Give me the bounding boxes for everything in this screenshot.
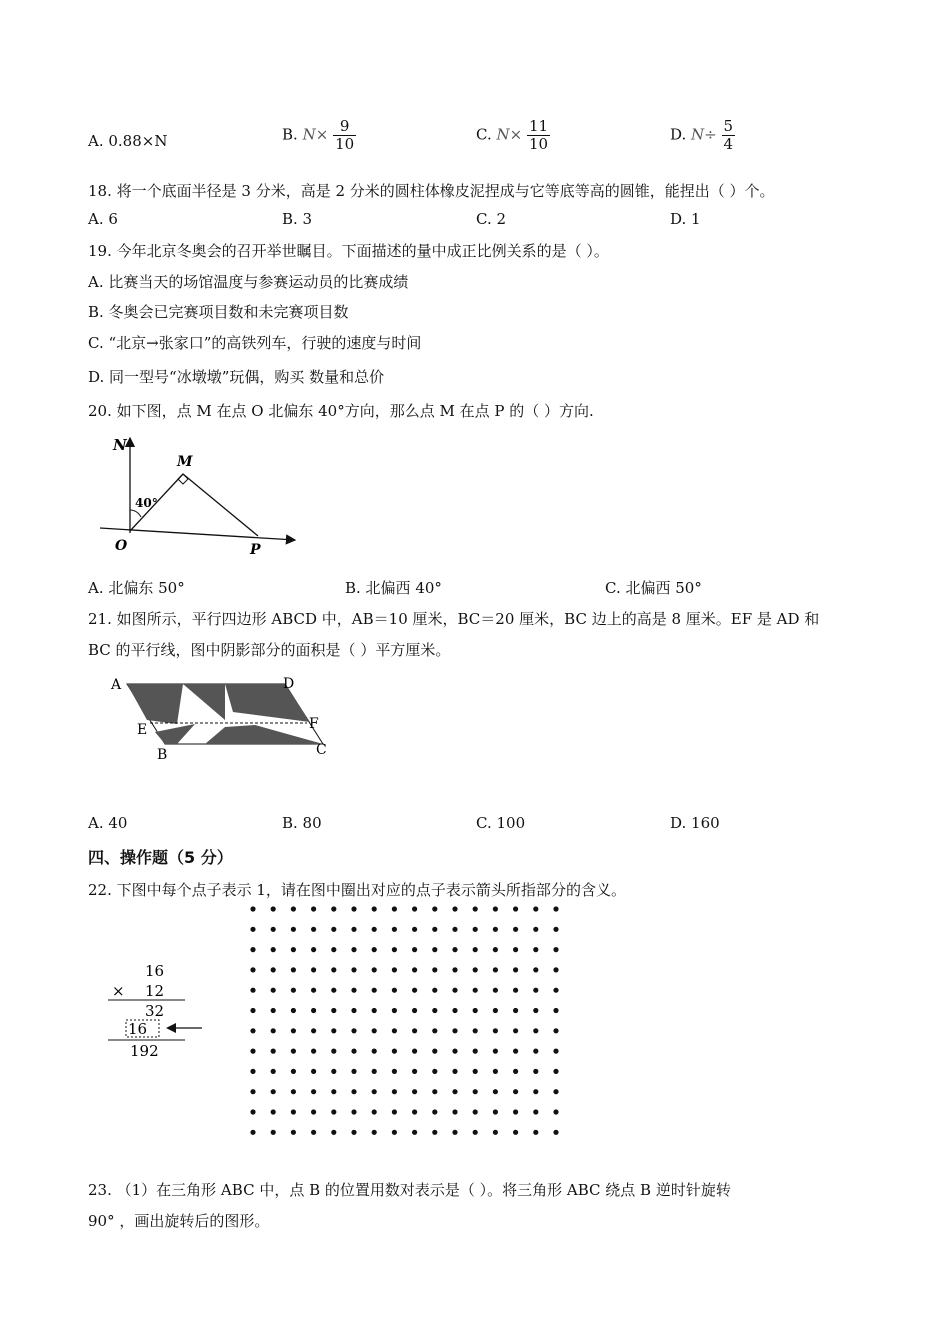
grid-dot[interactable] [250, 1089, 255, 1094]
grid-dot[interactable] [331, 1130, 336, 1135]
q17-option-d [670, 118, 735, 153]
grid-dot[interactable] [412, 1028, 417, 1033]
grid-dot[interactable] [351, 988, 356, 993]
grid-dot[interactable] [493, 967, 498, 972]
grid-dot[interactable] [533, 967, 538, 972]
grid-dot[interactable] [392, 927, 397, 932]
grid-dot[interactable] [291, 906, 296, 911]
grid-dot[interactable] [291, 1069, 296, 1074]
grid-dot[interactable] [432, 1130, 437, 1135]
grid-dot[interactable] [331, 967, 336, 972]
grid-dot[interactable] [432, 1049, 437, 1054]
grid-dot[interactable] [493, 1109, 498, 1114]
q17-option-b-label: B. [282, 125, 298, 144]
grid-dot[interactable] [291, 988, 296, 993]
grid-dot[interactable] [372, 927, 377, 932]
grid-dot[interactable] [250, 906, 255, 911]
grid-dot[interactable] [493, 927, 498, 932]
grid-dot[interactable] [311, 1109, 316, 1114]
grid-dot[interactable] [351, 1109, 356, 1114]
grid-dot[interactable] [452, 1089, 457, 1094]
grid-dot[interactable] [553, 927, 558, 932]
grid-dot[interactable] [553, 947, 558, 952]
q18-option-c: C. 2 [476, 210, 507, 228]
grid-dot[interactable] [473, 947, 478, 952]
grid-dot[interactable] [473, 927, 478, 932]
grid-dot[interactable] [412, 1130, 417, 1135]
grid-dot[interactable] [412, 988, 417, 993]
q22-dot-grid [243, 900, 568, 1145]
grid-dot[interactable] [351, 1028, 356, 1033]
grid-dot[interactable] [432, 947, 437, 952]
q23-question-line2: 90° ，画出旋转后的图形。 [88, 1212, 270, 1230]
label-n: N [113, 436, 127, 454]
q20-direction-diagram [95, 430, 310, 560]
grid-dot[interactable] [432, 1008, 437, 1013]
grid-dot[interactable] [250, 967, 255, 972]
grid-dot[interactable] [432, 1089, 437, 1094]
grid-dot[interactable] [331, 1069, 336, 1074]
grid-dot[interactable] [372, 1008, 377, 1013]
q17-b-denominator: 10 [335, 135, 355, 153]
grid-dot[interactable] [331, 906, 336, 911]
grid-dot[interactable] [432, 967, 437, 972]
grid-dot[interactable] [553, 1069, 558, 1074]
q21-question-line1: 21. 如图所示，平行四边形 ABCD 中，AB＝10 厘米，BC＝20 厘米，BC 边上的高是 8 厘米。EF 是 AD 和 [88, 610, 820, 628]
q21-option-d: D. 160 [670, 814, 720, 832]
grid-dot[interactable] [311, 1089, 316, 1094]
grid-dot[interactable] [513, 1028, 518, 1033]
grid-dot[interactable] [493, 906, 498, 911]
q17-option-b-op: × [315, 125, 329, 144]
grid-dot[interactable] [493, 1049, 498, 1054]
grid-dot[interactable] [553, 1049, 558, 1054]
grid-dot[interactable] [432, 988, 437, 993]
grid-dot[interactable] [493, 1069, 498, 1074]
grid-dot[interactable] [271, 1069, 276, 1074]
grid-dot[interactable] [311, 1049, 316, 1054]
grid-dot[interactable] [351, 1069, 356, 1074]
right-angle-mark [178, 474, 188, 484]
grid-dot[interactable] [271, 1109, 276, 1114]
grid-dot[interactable] [412, 1008, 417, 1013]
grid-dot[interactable] [452, 988, 457, 993]
grid-dot[interactable] [452, 947, 457, 952]
grid-dot[interactable] [392, 947, 397, 952]
grid-dot[interactable] [513, 947, 518, 952]
grid-dot[interactable] [392, 1130, 397, 1135]
label-b: B [157, 747, 168, 763]
grid-dot[interactable] [250, 1049, 255, 1054]
grid-dot[interactable] [271, 1130, 276, 1135]
q17-d-numerator: 5 [723, 117, 734, 135]
grid-dot[interactable] [331, 1028, 336, 1033]
q21-option-b: B. 80 [282, 814, 322, 832]
label-a: A [111, 677, 122, 693]
grid-dot[interactable] [533, 906, 538, 911]
grid-dot[interactable] [452, 1028, 457, 1033]
grid-dot[interactable] [553, 988, 558, 993]
grid-dot[interactable] [271, 967, 276, 972]
label-angle: 40° [135, 496, 158, 510]
grid-dot[interactable] [351, 1089, 356, 1094]
grid-dot[interactable] [392, 906, 397, 911]
grid-dot[interactable] [311, 927, 316, 932]
grid-dot[interactable] [513, 906, 518, 911]
grid-dot[interactable] [351, 1049, 356, 1054]
q17-option-d-op: ÷ [704, 125, 717, 144]
grid-dot[interactable] [473, 906, 478, 911]
grid-dot[interactable] [250, 988, 255, 993]
q17-option-b [282, 118, 356, 153]
q17-c-numerator: 11 [528, 117, 549, 135]
grid-dot[interactable] [351, 1130, 356, 1135]
q17-option-a: A. 0.88×N [88, 132, 168, 150]
grid-dot[interactable] [553, 1089, 558, 1094]
grid-dot[interactable] [432, 1028, 437, 1033]
q20-question: 20. 如下图，点 M 在点 O 北偏东 40°方向，那么点 M 在点 P 的（ ）方向. [88, 402, 594, 420]
q21-option-a: A. 40 [88, 814, 128, 832]
q19-option-c: C. “北京→张家口”的高铁列车，行驶的速度与时间 [88, 334, 422, 352]
label-c: C [316, 742, 327, 758]
q19-option-b: B. 冬奥会已完赛项目数和未完赛项目数 [88, 303, 349, 321]
grid-dot[interactable] [291, 1130, 296, 1135]
grid-dot[interactable] [351, 906, 356, 911]
grid-dot[interactable] [311, 1130, 316, 1135]
grid-dot[interactable] [533, 1069, 538, 1074]
grid-dot[interactable] [372, 1028, 377, 1033]
grid-dot[interactable] [271, 1028, 276, 1033]
grid-dot[interactable] [250, 1069, 255, 1074]
grid-dot[interactable] [291, 1109, 296, 1114]
grid-dot[interactable] [412, 1109, 417, 1114]
q17-d-denominator: 4 [723, 135, 734, 153]
grid-dot[interactable] [392, 1049, 397, 1054]
grid-dot[interactable] [311, 947, 316, 952]
final-product: 192 [130, 1042, 159, 1060]
grid-dot[interactable] [553, 906, 558, 911]
grid-dot[interactable] [452, 1069, 457, 1074]
grid-dot[interactable] [533, 988, 538, 993]
grid-dot[interactable] [271, 947, 276, 952]
grid-dot[interactable] [351, 967, 356, 972]
grid-dot[interactable] [533, 947, 538, 952]
q19-question: 19. 今年北京冬奥会的召开举世瞩目。下面描述的量中成正比例关系的是（ ）。 [88, 242, 609, 260]
q18-question: 18. 将一个底面半径是 3 分米，高是 2 分米的圆柱体橡皮泥捏成与它等底等高的圆锥，能捏出（ ）个。 [88, 182, 775, 200]
shaded-region-1 [127, 684, 183, 724]
q17-option-c [476, 118, 550, 153]
grid-dot[interactable] [412, 947, 417, 952]
angle-arc [130, 510, 141, 517]
grid-dot[interactable] [250, 1008, 255, 1013]
grid-dot[interactable] [250, 947, 255, 952]
grid-dot[interactable] [291, 927, 296, 932]
grid-dot[interactable] [493, 947, 498, 952]
grid-dot[interactable] [452, 927, 457, 932]
grid-dot[interactable] [372, 1049, 377, 1054]
grid-dot[interactable] [452, 1109, 457, 1114]
grid-dot[interactable] [412, 927, 417, 932]
grid-dot[interactable] [392, 1008, 397, 1013]
grid-dot[interactable] [331, 1049, 336, 1054]
grid-dot[interactable] [311, 1028, 316, 1033]
q20-option-a: A. 北偏东 50° [88, 579, 185, 597]
q17-option-b-fraction [333, 118, 356, 153]
grid-dot[interactable] [271, 927, 276, 932]
grid-dot[interactable] [372, 906, 377, 911]
q17-b-numerator: 9 [339, 117, 350, 135]
section-four-title: 四、操作题（5 分） [88, 848, 233, 867]
q22-multiplication-diagram [100, 958, 215, 1068]
grid-dot[interactable] [493, 1008, 498, 1013]
grid-dot[interactable] [372, 1089, 377, 1094]
grid-dot[interactable] [372, 988, 377, 993]
grid-dot[interactable] [452, 1008, 457, 1013]
east-line [100, 528, 295, 540]
grid-dot[interactable] [473, 1089, 478, 1094]
grid-dot[interactable] [291, 1028, 296, 1033]
grid-dot[interactable] [372, 947, 377, 952]
q20-option-b: B. 北偏西 40° [345, 579, 442, 597]
grid-dot[interactable] [473, 1109, 478, 1114]
grid-dot[interactable] [311, 906, 316, 911]
grid-dot[interactable] [473, 1028, 478, 1033]
grid-dot[interactable] [513, 1008, 518, 1013]
grid-dot[interactable] [513, 1130, 518, 1135]
partial-product-1: 32 [145, 1002, 165, 1020]
q19-option-d: D. 同一型号“冰墩墩”玩偶，购买 数量和总价 [88, 368, 385, 386]
grid-dot[interactable] [331, 947, 336, 952]
grid-dot[interactable] [513, 1069, 518, 1074]
label-p: P [250, 542, 261, 558]
grid-dot[interactable] [412, 906, 417, 911]
grid-dot[interactable] [513, 967, 518, 972]
grid-dot[interactable] [533, 1049, 538, 1054]
q17-option-c-var: N [496, 125, 510, 144]
grid-dot[interactable] [493, 1089, 498, 1094]
grid-dot[interactable] [493, 1130, 498, 1135]
label-d: D [283, 676, 295, 692]
grid-dot[interactable] [392, 1109, 397, 1114]
q17-option-d-label: D. [670, 125, 687, 144]
arrow-left-icon [166, 1023, 176, 1033]
grid-dot[interactable] [372, 967, 377, 972]
grid-dot[interactable] [553, 1028, 558, 1033]
times-sign: × [112, 982, 125, 1000]
grid-dot[interactable] [271, 1008, 276, 1013]
grid-dot[interactable] [392, 967, 397, 972]
grid-dot[interactable] [311, 988, 316, 993]
grid-dot[interactable] [452, 967, 457, 972]
grid-dot[interactable] [271, 1049, 276, 1054]
grid-dot[interactable] [553, 967, 558, 972]
grid-dot[interactable] [432, 1069, 437, 1074]
grid-dot[interactable] [351, 947, 356, 952]
grid-dot[interactable] [331, 988, 336, 993]
grid-dot[interactable] [311, 1069, 316, 1074]
grid-dot[interactable] [392, 1028, 397, 1033]
q17-option-b-var: N [302, 125, 316, 144]
grid-dot[interactable] [291, 1008, 296, 1013]
grid-dot[interactable] [513, 1089, 518, 1094]
grid-dot[interactable] [291, 967, 296, 972]
grid-dot[interactable] [513, 988, 518, 993]
grid-dot[interactable] [473, 967, 478, 972]
grid-dot[interactable] [452, 906, 457, 911]
q18-option-d: D. 1 [670, 210, 701, 228]
grid-dot[interactable] [432, 927, 437, 932]
grid-dot[interactable] [533, 927, 538, 932]
label-m: M [177, 454, 193, 470]
grid-dot[interactable] [533, 1089, 538, 1094]
grid-dot[interactable] [250, 1130, 255, 1135]
grid-dot[interactable] [513, 1109, 518, 1114]
grid-dot[interactable] [372, 1130, 377, 1135]
segment-mp [183, 474, 258, 536]
grid-dot[interactable] [452, 1049, 457, 1054]
grid-dot[interactable] [473, 1049, 478, 1054]
grid-dot[interactable] [250, 1028, 255, 1033]
label-e: E [137, 722, 148, 738]
grid-dot[interactable] [250, 1109, 255, 1114]
multiplier: 12 [145, 982, 165, 1000]
grid-dot[interactable] [311, 967, 316, 972]
q18-option-b: B. 3 [282, 210, 313, 228]
grid-dot[interactable] [392, 1089, 397, 1094]
grid-dot[interactable] [271, 988, 276, 993]
q17-option-d-var: N [691, 125, 705, 144]
grid-dot[interactable] [513, 927, 518, 932]
grid-dot[interactable] [291, 1049, 296, 1054]
grid-dot[interactable] [452, 1130, 457, 1135]
grid-dot[interactable] [392, 1069, 397, 1074]
q21-parallelogram-diagram [105, 672, 340, 767]
q21-question-line2: BC 的平行线，图中阴影部分的面积是（ ）平方厘米。 [88, 641, 451, 659]
grid-dot[interactable] [553, 1130, 558, 1135]
grid-dot[interactable] [291, 1089, 296, 1094]
q17-option-c-op: × [509, 125, 523, 144]
q17-option-c-label: C. [476, 125, 492, 144]
grid-dot[interactable] [291, 947, 296, 952]
partial-product-2: 16 [128, 1020, 148, 1038]
grid-dot[interactable] [473, 1130, 478, 1135]
grid-dot[interactable] [271, 1089, 276, 1094]
grid-dot[interactable] [553, 1109, 558, 1114]
grid-dot[interactable] [553, 1008, 558, 1013]
grid-dot[interactable] [533, 1130, 538, 1135]
grid-dot[interactable] [351, 1008, 356, 1013]
grid-dot[interactable] [493, 988, 498, 993]
grid-dot[interactable] [271, 906, 276, 911]
grid-dot[interactable] [473, 1008, 478, 1013]
grid-dot[interactable] [250, 927, 255, 932]
grid-dot[interactable] [412, 967, 417, 972]
grid-dot[interactable] [533, 1028, 538, 1033]
q18-option-a: A. 6 [88, 210, 118, 228]
multiplicand: 16 [145, 962, 165, 980]
grid-dot[interactable] [412, 1069, 417, 1074]
q22-question: 22. 下图中每个点子表示 1，请在图中圈出对应的点子表示箭头所指部分的含义。 [88, 881, 626, 899]
q17-option-c-fraction [527, 118, 550, 153]
grid-dot[interactable] [513, 1049, 518, 1054]
grid-dot[interactable] [412, 1049, 417, 1054]
grid-dot[interactable] [412, 1089, 417, 1094]
q17-option-d-fraction [722, 118, 736, 153]
q20-option-c: C. 北偏西 50° [605, 579, 702, 597]
grid-dot[interactable] [331, 927, 336, 932]
label-o: O [115, 538, 128, 554]
grid-dot[interactable] [533, 1008, 538, 1013]
grid-dot[interactable] [432, 906, 437, 911]
grid-dot[interactable] [473, 1069, 478, 1074]
grid-dot[interactable] [493, 1028, 498, 1033]
q23-question-line1: 23. （1）在三角形 ABC 中，点 B 的位置用数对表示是（ ）。将三角形 ABC 绕点 B 逆时针旋转 [88, 1181, 731, 1199]
grid-dot[interactable] [392, 988, 397, 993]
grid-dot[interactable] [372, 1109, 377, 1114]
grid-dot[interactable] [372, 1069, 377, 1074]
q21-option-c: C. 100 [476, 814, 526, 832]
grid-dot[interactable] [331, 1089, 336, 1094]
grid-dot[interactable] [331, 1109, 336, 1114]
q19-option-a: A. 比赛当天的场馆温度与参赛运动员的比赛成绩 [88, 273, 409, 291]
grid-dot[interactable] [473, 988, 478, 993]
grid-dot[interactable] [351, 927, 356, 932]
grid-dot[interactable] [331, 1008, 336, 1013]
label-f: F [309, 716, 319, 732]
grid-dot[interactable] [432, 1109, 437, 1114]
q17-c-denominator: 10 [528, 135, 549, 153]
grid-dot[interactable] [533, 1109, 538, 1114]
grid-dot[interactable] [311, 1008, 316, 1013]
